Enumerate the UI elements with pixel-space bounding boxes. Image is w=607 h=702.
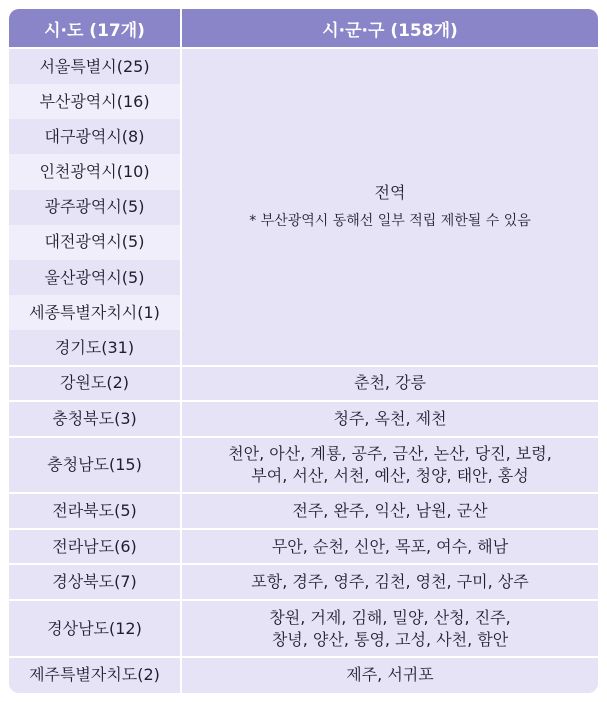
region-table-container	[9, 9, 598, 693]
table-row	[9, 400, 598, 436]
province-cell: 전라북도(5)	[9, 492, 182, 528]
header-cities: 시·군·구 (158개)	[182, 9, 598, 49]
cities-cell	[182, 563, 598, 599]
cities-cell	[182, 400, 598, 436]
region-table	[9, 9, 598, 693]
province-cell: 충청남도(15)	[9, 436, 182, 492]
cities-cell	[182, 656, 598, 693]
province-cell: 울산광역시(5)	[9, 260, 182, 295]
province-cell: 전라남도(6)	[9, 528, 182, 563]
header-province: 시·도 (17개)	[9, 9, 182, 49]
table-row	[9, 563, 598, 599]
province-cell: 세종특별자치시(1)	[9, 295, 182, 330]
table-row	[9, 492, 598, 528]
province-cell: 강원도(2)	[9, 365, 182, 399]
cities-line: 창녕, 양산, 통영, 고성, 사천, 함안	[271, 629, 509, 649]
cities-line: 포항, 경주, 영주, 김천, 영천, 구미, 상주	[251, 572, 529, 592]
cities-line: 제주, 서귀포	[346, 665, 434, 685]
all-region-cell	[182, 49, 598, 365]
cities-line: 창원, 거제, 김해, 밀양, 산청, 진주,	[269, 607, 511, 627]
all-region-note: * 부산광역시 동해선 일부 적립 제한될 수 있음	[249, 213, 531, 230]
province-cell: 대전광역시(5)	[9, 225, 182, 260]
cities-cell	[182, 365, 598, 399]
cities-line: 천안, 아산, 계룡, 공주, 금산, 논산, 당진, 보령,	[228, 443, 552, 463]
table-header-row	[9, 9, 598, 49]
table-row	[9, 656, 598, 693]
province-cell: 제주특별자치도(2)	[9, 656, 182, 693]
cities-line: 무안, 순천, 신안, 목포, 여수, 해남	[271, 536, 509, 556]
cities-cell	[182, 492, 598, 528]
cities-line: 춘천, 강릉	[354, 373, 426, 393]
table-row	[9, 49, 598, 84]
province-cell: 광주광역시(5)	[9, 190, 182, 225]
cities-line: 청주, 옥천, 제천	[333, 408, 447, 428]
table-row	[9, 365, 598, 399]
table-row	[9, 436, 598, 492]
province-cell: 경기도(31)	[9, 330, 182, 365]
province-cell: 부산광역시(16)	[9, 84, 182, 119]
province-cell: 경상남도(12)	[9, 599, 182, 655]
cities-line: 전주, 완주, 익산, 남원, 군산	[292, 501, 488, 521]
province-cell: 충청북도(3)	[9, 400, 182, 436]
cities-cell	[182, 528, 598, 563]
province-cell: 경상북도(7)	[9, 563, 182, 599]
province-cell: 서울특별시(25)	[9, 49, 182, 84]
cities-cell	[182, 599, 598, 655]
all-region-title: 전역	[374, 183, 406, 203]
cities-line: 부여, 서산, 서천, 예산, 청양, 태안, 홍성	[251, 465, 529, 485]
table-row	[9, 599, 598, 655]
cities-cell	[182, 436, 598, 492]
table-row	[9, 528, 598, 563]
province-cell: 인천광역시(10)	[9, 154, 182, 189]
province-cell: 대구광역시(8)	[9, 119, 182, 154]
